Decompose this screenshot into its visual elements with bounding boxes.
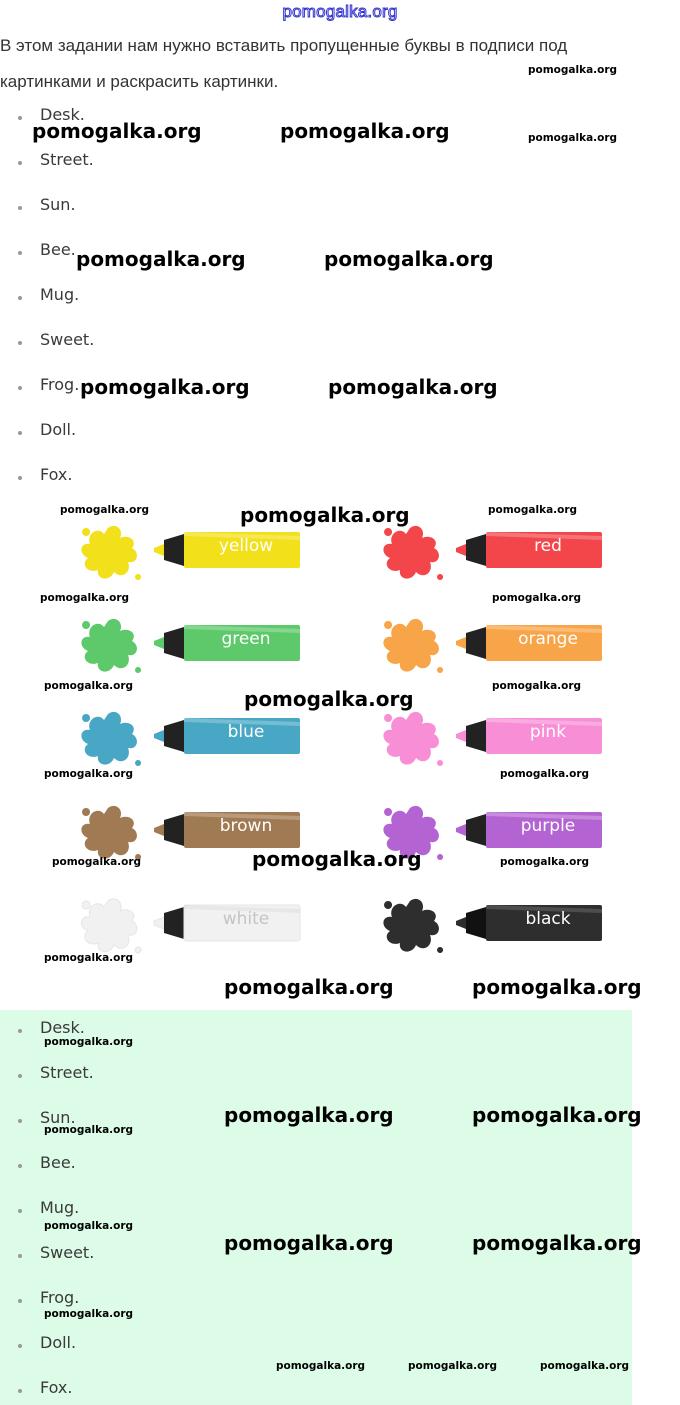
watermark: pomogalka.org (472, 1231, 642, 1255)
watermark: pomogalka.org (44, 1036, 134, 1048)
color-label: white (222, 909, 270, 929)
watermark: pomogalka.org (472, 975, 642, 999)
color-label: black (525, 909, 571, 929)
list-item: Desk. (0, 1014, 632, 1059)
watermark: pomogalka.org (224, 1103, 394, 1127)
paint-splat-icon (70, 514, 150, 586)
list-item: Frog. (0, 371, 632, 416)
color-swatch-black (372, 887, 672, 959)
paint-splat-icon (70, 607, 150, 679)
list-item: Mug. (0, 1194, 632, 1239)
color-swatch-pink (372, 700, 672, 772)
list-item: Fox. (0, 1374, 632, 1405)
watermark: pomogalka.org (44, 1308, 134, 1320)
list-item: Doll. (0, 416, 632, 461)
color-label: orange (518, 629, 578, 649)
watermark: pomogalka.org (488, 504, 578, 516)
color-label: red (534, 536, 562, 556)
watermark: pomogalka.org (528, 64, 618, 76)
watermark: pomogalka.org (52, 856, 142, 868)
color-label: green (221, 629, 271, 649)
list-item: Mug. (0, 281, 632, 326)
watermark: pomogalka.org (40, 592, 130, 604)
list-item: Sweet. (0, 326, 632, 371)
task-instructions: В этом задании нам нужно вставить пропущенные буквы в подписи под картинками и раскрасить картинки. (0, 36, 568, 91)
paint-splat-icon (372, 887, 452, 959)
watermark: pomogalka.org (252, 847, 422, 871)
watermark: pomogalka.org (44, 680, 134, 692)
list-item: Bee. (0, 236, 632, 281)
watermark: pomogalka.org (472, 1103, 642, 1127)
watermark: pomogalka.org (492, 680, 582, 692)
list-item: Sweet. (0, 1239, 632, 1284)
watermark: pomogalka.org (44, 1220, 134, 1232)
list-item: Fox. (0, 461, 632, 506)
list-item: Street. (0, 1059, 632, 1104)
color-label: purple (520, 816, 576, 836)
watermark: pomogalka.org (528, 132, 618, 144)
watermark: pomogalka.org (44, 768, 134, 780)
color-label: yellow (218, 536, 274, 556)
watermark: pomogalka.org (44, 1124, 134, 1136)
watermark: pomogalka.org (240, 503, 410, 527)
color-swatch-orange (372, 607, 672, 679)
color-label: pink (529, 722, 567, 742)
site-header[interactable]: pomogalka.org (282, 2, 398, 21)
watermark: pomogalka.org (276, 1360, 366, 1372)
watermark: pomogalka.org (244, 687, 414, 711)
list-item: Street. (0, 146, 632, 191)
watermark: pomogalka.org (76, 247, 246, 271)
watermark: pomogalka.org (224, 975, 394, 999)
color-markers-image (0, 510, 680, 970)
color-swatch-white (70, 887, 370, 959)
watermark: pomogalka.org (224, 1231, 394, 1255)
list-item: Sun. (0, 1104, 632, 1149)
watermark: pomogalka.org (500, 768, 590, 780)
color-swatch-green (70, 607, 370, 679)
list-item: Frog. (0, 1284, 632, 1329)
task-word-list (0, 101, 632, 506)
color-label: blue (227, 722, 265, 742)
watermark: pomogalka.org (80, 375, 250, 399)
watermark: pomogalka.org (280, 119, 450, 143)
list-item: Bee. (0, 1149, 632, 1194)
paint-splat-icon (70, 887, 150, 959)
watermark: pomogalka.org (500, 856, 590, 868)
list-item: Doll. (0, 1329, 632, 1374)
watermark: pomogalka.org (408, 1360, 498, 1372)
answer-word-list (0, 1014, 632, 1405)
color-label: brown (219, 816, 273, 836)
watermark: pomogalka.org (44, 952, 134, 964)
list-item: Sun. (0, 191, 632, 236)
watermark: pomogalka.org (324, 247, 494, 271)
watermark: pomogalka.org (492, 592, 582, 604)
watermark: pomogalka.org (540, 1360, 630, 1372)
paint-splat-icon (372, 607, 452, 679)
color-swatch-red (372, 514, 672, 586)
watermark: pomogalka.org (60, 504, 150, 516)
watermark: pomogalka.org (328, 375, 498, 399)
paint-splat-icon (70, 700, 150, 772)
list-item: Desk. (0, 101, 632, 146)
watermark: pomogalka.org (32, 119, 202, 143)
